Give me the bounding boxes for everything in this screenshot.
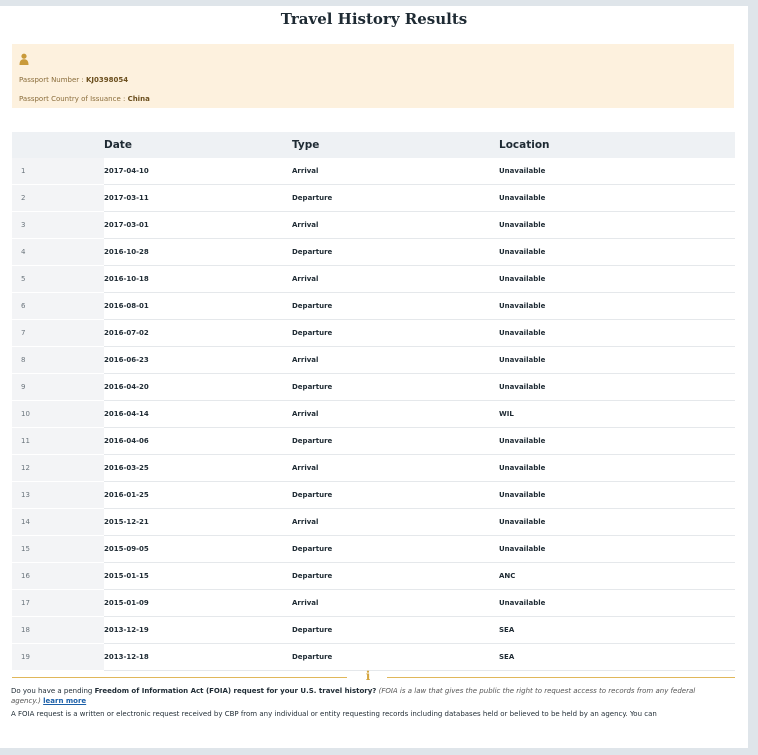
row-location: Unavailable [499,293,735,320]
table-row [12,401,735,428]
info-icon: i [365,669,371,683]
row-index: 10 [12,401,104,428]
foia-q-italic: (FOIA is a law that gives the public the right to request access to records from any federal agency.) [11,687,696,705]
row-date: 2016-03-25 [104,455,292,482]
row-date: 2016-04-20 [104,374,292,401]
row-type: Arrival [292,401,499,428]
header-location: Location [499,132,735,158]
row-location: Unavailable [499,212,735,239]
table-row [12,617,735,644]
row-index: 9 [12,374,104,401]
row-type: Departure [292,320,499,347]
row-type: Departure [292,374,499,401]
row-index: 14 [12,509,104,536]
table-row [12,239,735,266]
row-index: 17 [12,590,104,617]
row-location: Unavailable [499,374,735,401]
row-date: 2016-08-01 [104,293,292,320]
table-header-row [12,132,735,158]
passport-country-value: China [127,95,150,103]
row-date: 2015-12-21 [104,509,292,536]
row-date: 2016-06-23 [104,347,292,374]
row-date: 2016-01-25 [104,482,292,509]
row-index: 13 [12,482,104,509]
row-date: 2016-10-18 [104,266,292,293]
row-type: Departure [292,617,499,644]
row-index: 19 [12,644,104,671]
row-type: Departure [292,428,499,455]
row-location: SEA [499,644,735,671]
row-date: 2017-03-11 [104,185,292,212]
foia-question [11,686,739,706]
row-index: 16 [12,563,104,590]
header-type: Type [292,132,499,158]
divider-line-right [387,677,735,678]
row-date: 2015-01-15 [104,563,292,590]
row-location: Unavailable [499,185,735,212]
table-row [12,293,735,320]
table-row [12,509,735,536]
passport-country-label: Passport Country of Issuance : [19,95,128,103]
row-type: Arrival [292,509,499,536]
row-type: Departure [292,185,499,212]
table-row [12,158,735,185]
row-location: SEA [499,617,735,644]
passport-number-value: KJ0398054 [86,76,129,84]
foia-description: A FOIA request is a written or electronic request received by CBP from any individual or entity requesting records including databases held or believed to be held by an agency. You can [11,710,657,718]
foia-q-suffix: request for your U.S. travel history? [231,687,377,695]
row-type: Departure [292,482,499,509]
row-type: Arrival [292,266,499,293]
row-location: WIL [499,401,735,428]
row-type: Departure [292,563,499,590]
foia-q-prefix: Do you have a pending [11,687,95,695]
row-index: 18 [12,617,104,644]
table-row [12,590,735,617]
row-date: 2015-01-09 [104,590,292,617]
table-row [12,563,735,590]
table-row [12,428,735,455]
row-location: Unavailable [499,455,735,482]
table-row [12,266,735,293]
divider-line-left [12,677,347,678]
row-location: Unavailable [499,428,735,455]
row-type: Arrival [292,455,499,482]
row-type: Arrival [292,590,499,617]
row-index: 1 [12,158,104,185]
passport-country [19,95,150,103]
row-date: 2013-12-19 [104,617,292,644]
row-date: 2013-12-18 [104,644,292,671]
row-index: 4 [12,239,104,266]
table-row [12,320,735,347]
person-icon [19,53,29,65]
row-date: 2016-04-14 [104,401,292,428]
row-index: 12 [12,455,104,482]
row-type: Departure [292,644,499,671]
row-location: ANC [499,563,735,590]
row-date: 2017-04-10 [104,158,292,185]
row-index: 7 [12,320,104,347]
row-index: 6 [12,293,104,320]
row-type: Arrival [292,347,499,374]
row-location: Unavailable [499,239,735,266]
row-index: 8 [12,347,104,374]
row-date: 2016-07-02 [104,320,292,347]
row-index: 11 [12,428,104,455]
page-title: Travel History Results [280,10,468,28]
row-location: Unavailable [499,320,735,347]
foia-divider [12,669,735,683]
foia-q-bold: Freedom of Information Act (FOIA) [94,687,232,695]
row-location: Unavailable [499,509,735,536]
table-row [12,347,735,374]
row-type: Arrival [292,212,499,239]
row-type: Arrival [292,158,499,185]
table-row [12,185,735,212]
row-index: 2 [12,185,104,212]
row-index: 15 [12,536,104,563]
results-panel [0,6,748,748]
row-location: Unavailable [499,590,735,617]
row-index: 5 [12,266,104,293]
row-type: Departure [292,239,499,266]
row-date: 2015-09-05 [104,536,292,563]
row-date: 2016-10-28 [104,239,292,266]
table-body [12,158,735,671]
table-row [12,482,735,509]
travel-history-table [12,132,735,671]
row-location: Unavailable [499,158,735,185]
row-date: 2016-04-06 [104,428,292,455]
header-date: Date [104,132,292,158]
row-index: 3 [12,212,104,239]
table-row [12,455,735,482]
table-row [12,212,735,239]
row-location: Unavailable [499,266,735,293]
passport-info-box [12,44,734,108]
row-date: 2017-03-01 [104,212,292,239]
header-index [12,132,104,158]
table-row [12,644,735,671]
row-type: Departure [292,293,499,320]
row-location: Unavailable [499,482,735,509]
row-type: Departure [292,536,499,563]
learn-more-link[interactable]: learn more [43,697,87,705]
passport-number [19,76,128,84]
row-location: Unavailable [499,347,735,374]
table-row [12,536,735,563]
row-location: Unavailable [499,536,735,563]
table-row [12,374,735,401]
passport-number-label: Passport Number : [19,76,86,84]
